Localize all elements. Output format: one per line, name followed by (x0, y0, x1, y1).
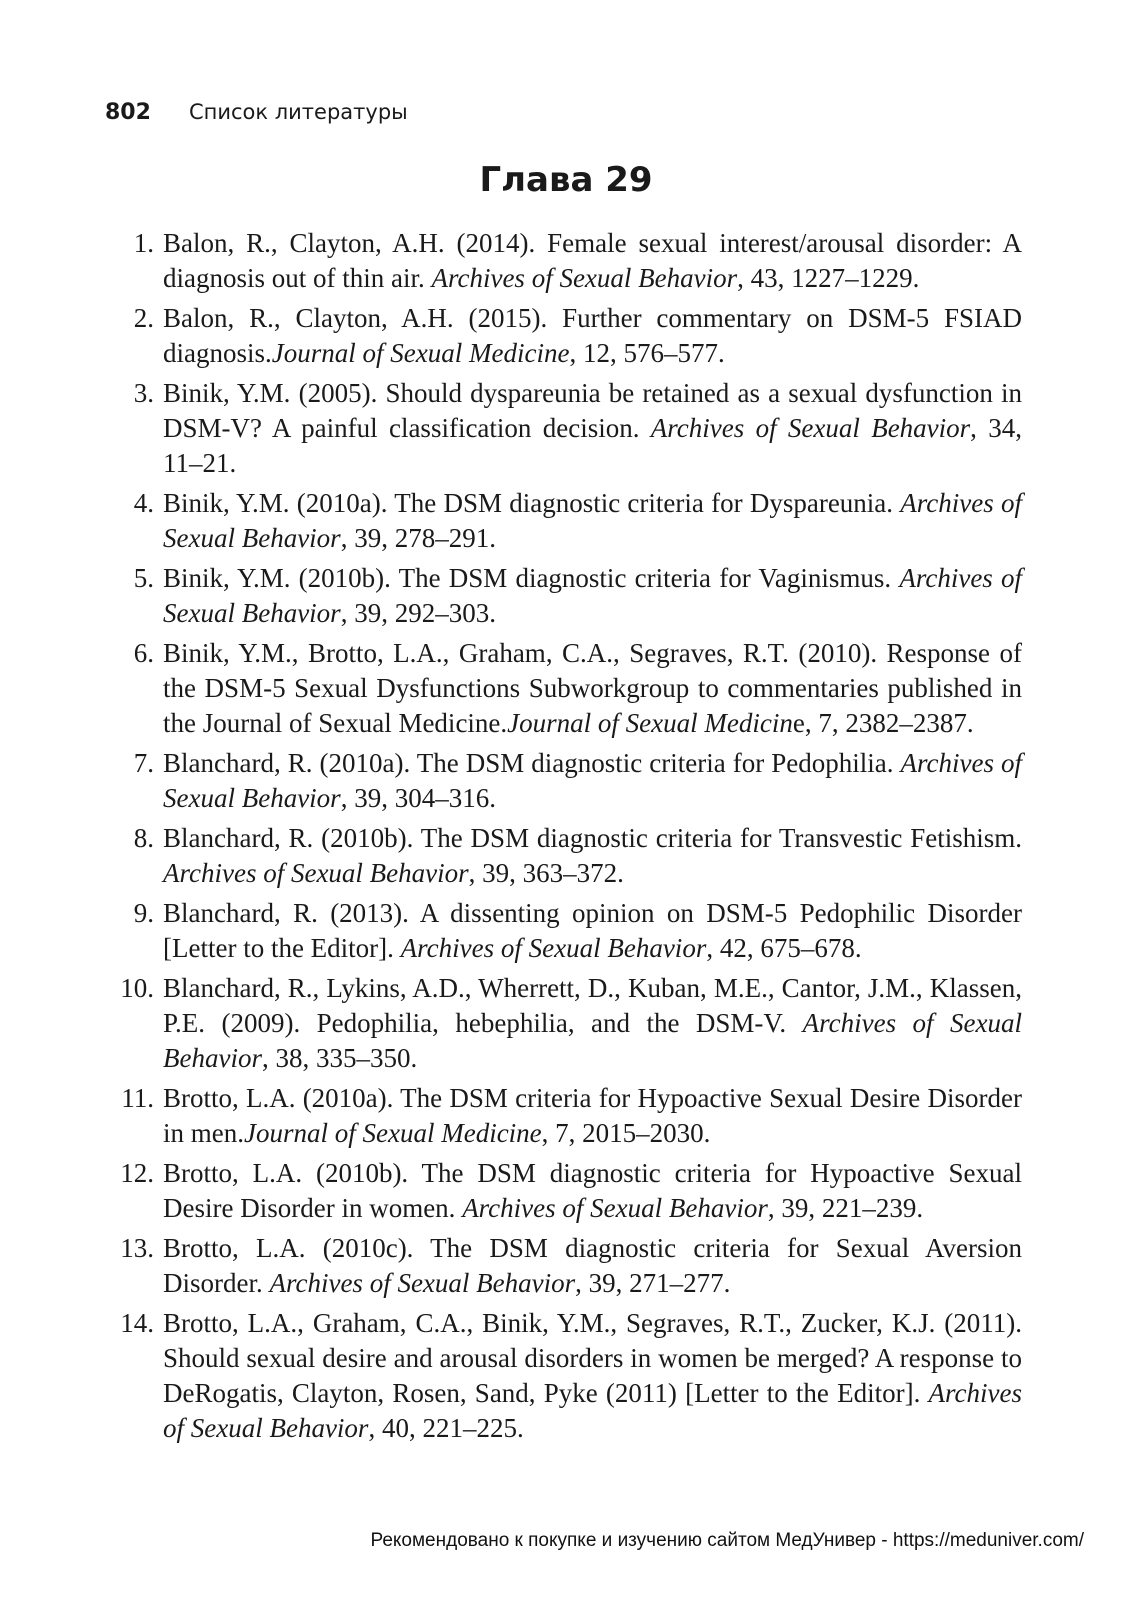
reference-number: 9. (133, 898, 154, 928)
reference-item (98, 1306, 1022, 1446)
reference-volume-pages: , 39, 304–316. (340, 783, 496, 813)
reference-citation: Balon, R., Clayton, A.H. (2014). Female sexual interest/arousal disorder: A diagnosis out of thin air. (163, 228, 1022, 293)
reference-text (163, 1081, 1022, 1151)
journal-title: Journal of Sexual Medicin (507, 708, 793, 738)
reference-citation: Blanchard, R. (2010a). The DSM diagnostic criteria for Pedophilia. (163, 748, 901, 778)
journal-title: Archives of Sexual Behavior (431, 263, 738, 293)
running-title: Список литературы (188, 100, 408, 124)
reference-number: 11. (121, 1083, 154, 1113)
reference-number: 8. (133, 823, 154, 853)
journal-title: Archives of Sexual Behavior (163, 563, 1023, 628)
journal-title: Archives of Sexual Behavior (163, 1378, 1022, 1443)
reference-item (98, 971, 1022, 1076)
journal-title: Journal of Sexual Medicine (271, 338, 570, 368)
reference-volume-pages: , 43, 1227–1229. (737, 263, 920, 293)
journal-title: Archives of Sexual Behavior (163, 858, 469, 888)
reference-volume-pages: , 39, 292–303. (340, 598, 496, 628)
reference-citation: Binik, Y.M. (2010a). The DSM diagnostic criteria for Dyspareunia. (163, 488, 901, 518)
reference-item (98, 486, 1022, 556)
reference-item (98, 821, 1022, 891)
reference-volume-pages: , 39, 221–239. (767, 1193, 924, 1223)
reference-item (98, 1081, 1022, 1151)
reference-citation: Blanchard, R. (2013). A dissenting opinion on DSM-5 Pedophilic Disorder [Letter to the Editor]. (163, 898, 1022, 963)
reference-volume-pages: , 12, 576–577. (569, 338, 725, 368)
reference-citation: Brotto, L.A. (2010c). The DSM diagnostic criteria for Sexual Aversion Disorder. (163, 1233, 1022, 1298)
reference-citation: Blanchard, R., Lykins, A.D., Wherrett, D., Kuban, M.E., Cantor, J.M., Klassen, P.E. (2009). Pedophilia, hebephilia, and the DSM-V. (163, 973, 1022, 1038)
reference-text (163, 1231, 1022, 1301)
reference-list (98, 226, 1022, 1451)
reference-citation: Balon, R., Clayton, A.H. (2015). Further commentary on DSM-5 FSIAD diagnosis. (163, 303, 1022, 368)
page-number: 802 (105, 100, 151, 125)
reference-item (98, 1231, 1022, 1301)
reference-number: 10. (120, 973, 154, 1003)
reference-citation: Binik, Y.M., Brotto, L.A., Graham, C.A., Segraves, R.T. (2010). Response of the DSM-5 Sexual Dysfunctions Subworkgroup to commentaries published in the Journal of Sexual Medicine. (163, 638, 1022, 738)
footer-recommendation-note: Рекомендовано к покупке и изучению сайтом МедУнивер - https://meduniver.com/ (370, 1530, 1084, 1551)
reference-number: 1. (133, 228, 154, 258)
reference-number: 4. (133, 488, 154, 518)
reference-volume-pages: , 38, 335–350. (261, 1043, 418, 1073)
reference-citation: Blanchard, R. (2010b). The DSM diagnostic criteria for Transvestic Fetishism. (163, 823, 1022, 853)
reference-citation: Binik, Y.M. (2010b). The DSM diagnostic criteria for Vaginismus. (163, 563, 900, 593)
reference-text (163, 486, 1022, 556)
reference-item (98, 636, 1022, 741)
journal-title: Archives of Sexual Behavior (163, 1008, 1022, 1073)
journal-title: Journal of Sexual Medicine (244, 1118, 542, 1148)
reference-text (163, 561, 1022, 631)
reference-number: 14. (120, 1308, 154, 1338)
reference-text (163, 376, 1022, 481)
reference-text (163, 636, 1022, 741)
reference-number: 6. (133, 638, 154, 668)
journal-title: Archives of Sexual Behavior (400, 933, 707, 963)
reference-citation: Brotto, L.A. (2010a). The DSM criteria for Hypoactive Sexual Desire Disorder in men. (163, 1083, 1022, 1148)
reference-volume-pages: , 34, 11–21. (163, 413, 1022, 478)
reference-text (163, 821, 1022, 891)
reference-volume-pages: , 39, 271–277. (575, 1268, 731, 1298)
reference-item (98, 226, 1022, 296)
reference-item (98, 896, 1022, 966)
journal-title: Archives of Sexual Behavior (163, 488, 1022, 553)
journal-title: Archives of Sexual Behavior (163, 748, 1022, 813)
reference-number: 3. (133, 378, 154, 408)
reference-number: 12. (120, 1158, 154, 1188)
journal-title: Archives of Sexual Behavior (462, 1193, 768, 1223)
reference-text (163, 746, 1022, 816)
reference-volume-pages: e, 7, 2382–2387. (792, 708, 974, 738)
reference-volume-pages: , 40, 221–225. (368, 1413, 524, 1443)
reference-text (163, 301, 1022, 371)
reference-text (163, 1156, 1022, 1226)
reference-text (163, 226, 1022, 296)
reference-item (98, 301, 1022, 371)
reference-text (163, 896, 1022, 966)
reference-volume-pages: , 42, 675–678. (706, 933, 862, 963)
reference-citation: Binik, Y.M. (2005). Should dyspareunia be retained as a sexual dysfunction in DSM-V? A painful classification decision. (163, 378, 1022, 443)
reference-text (163, 1306, 1022, 1446)
reference-item (98, 746, 1022, 816)
reference-item (98, 1156, 1022, 1226)
reference-citation: Brotto, L.A. (2010b). The DSM diagnostic criteria for Hypoactive Sexual Desire Disorder in women. (163, 1158, 1022, 1223)
journal-title: Archives of Sexual Behavior (650, 413, 971, 443)
reference-citation: Brotto, L.A., Graham, C.A., Binik, Y.M., Segraves, R.T., Zucker, K.J. (2011). Should sexual desire and arousal disorders in women be merged? A response to DeRogatis, Clayton, Rosen, Sand, Pyke (2011) [Letter to the Editor]. (163, 1308, 1022, 1408)
reference-number: 5. (133, 563, 154, 593)
reference-volume-pages: , 7, 2015–2030. (541, 1118, 711, 1148)
reference-item (98, 561, 1022, 631)
reference-item (98, 376, 1022, 481)
reference-text (163, 971, 1022, 1076)
reference-number: 2. (133, 303, 154, 333)
reference-volume-pages: , 39, 278–291. (340, 523, 496, 553)
reference-number: 13. (120, 1233, 154, 1263)
reference-number: 7. (133, 748, 154, 778)
journal-title: Archives of Sexual Behavior (269, 1268, 576, 1298)
reference-volume-pages: , 39, 363–372. (468, 858, 624, 888)
running-head (105, 100, 408, 125)
chapter-title: Глава 29 (479, 160, 653, 200)
